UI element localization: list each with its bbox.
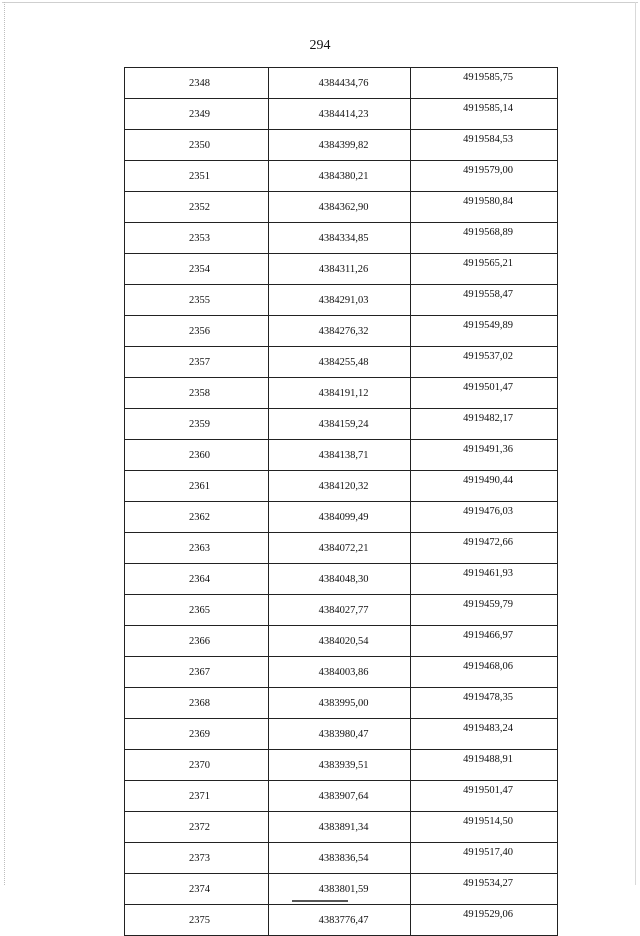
point-number-cell: 2364 [125,564,269,595]
point-number-cell: 2365 [125,595,269,626]
y-coordinate-cell: 4919501,47 [411,378,558,409]
y-coordinate-cell: 4919476,03 [411,502,558,533]
table-row [125,378,558,409]
point-number-cell: 2359 [125,409,269,440]
y-coordinate-cell: 4919549,89 [411,316,558,347]
y-coordinate-cell: 4919483,24 [411,719,558,750]
y-coordinate-cell: 4919579,00 [411,161,558,192]
point-number-cell: 2374 [125,874,269,905]
point-number-cell: 2366 [125,626,269,657]
y-coordinate-cell: 4919491,36 [411,440,558,471]
x-coordinate-cell: 4384414,23 [269,99,411,130]
point-number-cell: 2368 [125,688,269,719]
table-row [125,564,558,595]
table-row [125,409,558,440]
table-row [125,316,558,347]
table-row [125,781,558,812]
x-coordinate-cell: 4383995,00 [269,688,411,719]
x-coordinate-cell: 4384399,82 [269,130,411,161]
page-left-edge [4,2,5,885]
y-coordinate-cell: 4919517,40 [411,843,558,874]
table-row [125,905,558,936]
table-row [125,440,558,471]
x-coordinate-cell: 4384362,90 [269,192,411,223]
point-number-cell: 2352 [125,192,269,223]
y-coordinate-cell: 4919478,35 [411,688,558,719]
y-coordinate-cell: 4919584,53 [411,130,558,161]
point-number-cell: 2360 [125,440,269,471]
y-coordinate-cell: 4919568,89 [411,223,558,254]
y-coordinate-cell: 4919585,14 [411,99,558,130]
table-row [125,223,558,254]
table-row [125,750,558,781]
x-coordinate-cell: 4384291,03 [269,285,411,316]
x-coordinate-cell: 4383836,54 [269,843,411,874]
coordinates-table-body [125,68,558,936]
x-coordinate-cell: 4384099,49 [269,502,411,533]
page-number: 294 [309,38,331,53]
point-number-cell: 2362 [125,502,269,533]
x-coordinate-cell: 4384027,77 [269,595,411,626]
table-row [125,471,558,502]
y-coordinate-cell: 4919482,17 [411,409,558,440]
table-row [125,533,558,564]
table-row [125,347,558,378]
x-coordinate-cell: 4384311,26 [269,254,411,285]
y-coordinate-cell: 4919461,93 [411,564,558,595]
x-coordinate-cell: 4384380,21 [269,161,411,192]
y-coordinate-cell: 4919529,06 [411,905,558,936]
point-number-cell: 2375 [125,905,269,936]
table-row [125,502,558,533]
point-number-cell: 2348 [125,68,269,99]
y-coordinate-cell: 4919459,79 [411,595,558,626]
x-coordinate-cell: 4384048,30 [269,564,411,595]
point-number-cell: 2358 [125,378,269,409]
x-coordinate-cell: 4383801,59 [269,874,411,905]
point-number-cell: 2351 [125,161,269,192]
table-row [125,843,558,874]
point-number-cell: 2369 [125,719,269,750]
table-row [125,130,558,161]
point-number-cell: 2371 [125,781,269,812]
x-coordinate-cell: 4383939,51 [269,750,411,781]
page-top-edge [2,2,638,3]
table-row [125,812,558,843]
table-row [125,595,558,626]
y-coordinate-cell: 4919565,21 [411,254,558,285]
x-coordinate-cell: 4384120,32 [269,471,411,502]
x-coordinate-cell: 4384159,24 [269,409,411,440]
point-number-cell: 2363 [125,533,269,564]
table-row [125,657,558,688]
y-coordinate-cell: 4919534,27 [411,874,558,905]
table-row [125,285,558,316]
x-coordinate-cell: 4384255,48 [269,347,411,378]
point-number-cell: 2370 [125,750,269,781]
y-coordinate-cell: 4919558,47 [411,285,558,316]
table-row [125,99,558,130]
x-coordinate-cell: 4384191,12 [269,378,411,409]
table-row [125,192,558,223]
point-number-cell: 2361 [125,471,269,502]
point-number-cell: 2349 [125,99,269,130]
table-row [125,161,558,192]
y-coordinate-cell: 4919472,66 [411,533,558,564]
point-number-cell: 2373 [125,843,269,874]
y-coordinate-cell: 4919585,75 [411,68,558,99]
y-coordinate-cell: 4919488,91 [411,750,558,781]
x-coordinate-cell: 4384020,54 [269,626,411,657]
y-coordinate-cell: 4919466,97 [411,626,558,657]
y-coordinate-cell: 4919501,47 [411,781,558,812]
y-coordinate-cell: 4919580,84 [411,192,558,223]
x-coordinate-cell: 4384138,71 [269,440,411,471]
point-number-cell: 2354 [125,254,269,285]
point-number-cell: 2356 [125,316,269,347]
table-row [125,626,558,657]
x-coordinate-cell: 4383776,47 [269,905,411,936]
y-coordinate-cell: 4919537,02 [411,347,558,378]
table-row [125,68,558,99]
point-number-cell: 2367 [125,657,269,688]
footer-rule [292,900,348,902]
x-coordinate-cell: 4384434,76 [269,68,411,99]
x-coordinate-cell: 4384003,86 [269,657,411,688]
x-coordinate-cell: 4384072,21 [269,533,411,564]
x-coordinate-cell: 4383891,34 [269,812,411,843]
point-number-cell: 2357 [125,347,269,378]
x-coordinate-cell: 4383907,64 [269,781,411,812]
table-row [125,254,558,285]
x-coordinate-cell: 4384276,32 [269,316,411,347]
point-number-cell: 2353 [125,223,269,254]
coordinates-table [124,67,558,936]
page-right-edge [635,2,636,885]
table-row [125,719,558,750]
x-coordinate-cell: 4384334,85 [269,223,411,254]
point-number-cell: 2355 [125,285,269,316]
point-number-cell: 2372 [125,812,269,843]
x-coordinate-cell: 4383980,47 [269,719,411,750]
point-number-cell: 2350 [125,130,269,161]
y-coordinate-cell: 4919514,50 [411,812,558,843]
table-row [125,688,558,719]
y-coordinate-cell: 4919468,06 [411,657,558,688]
y-coordinate-cell: 4919490,44 [411,471,558,502]
